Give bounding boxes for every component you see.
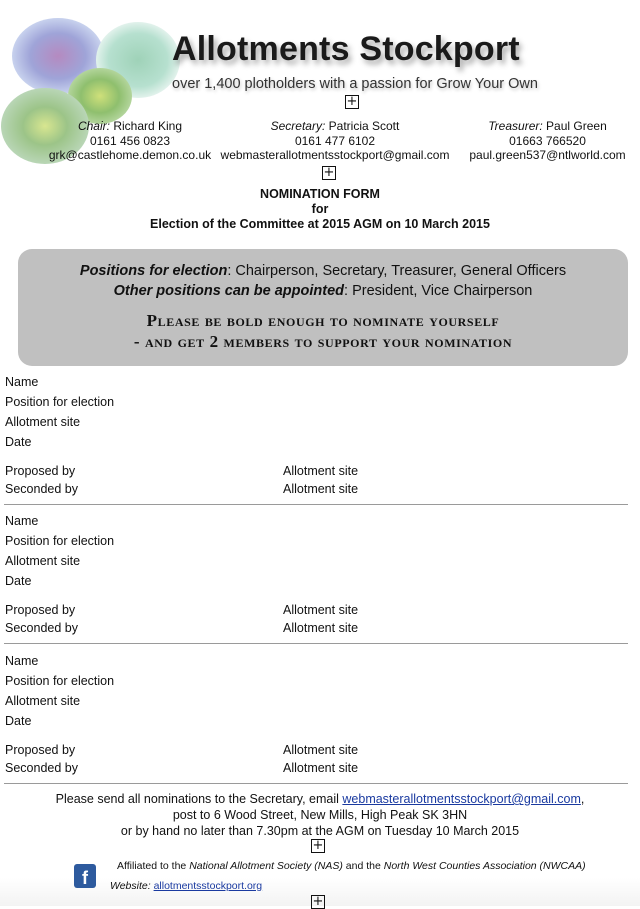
positions-for-election <box>18 261 628 281</box>
positions-label: Positions for election <box>79 263 228 279</box>
supporters-block-2 <box>5 601 78 637</box>
submission-instructions <box>0 791 640 839</box>
supporter-sites-block-3 <box>283 741 358 777</box>
name-field-label: Name <box>5 514 39 528</box>
officer-phone: 0161 477 6102 <box>294 133 376 148</box>
other-positions <box>18 281 628 301</box>
image-placeholder-icon: + <box>346 94 358 109</box>
form-heading-for: for <box>311 202 329 216</box>
form-heading-title: NOMINATION FORM <box>260 187 380 201</box>
officer-role: Treasurer: <box>488 119 543 133</box>
officer-phone: 01663 766520 <box>509 133 586 148</box>
section-divider <box>4 643 628 644</box>
officer-email[interactable]: webmasterallotmentsstockport@gmail.com <box>220 148 450 162</box>
affil-nas: National Allotment Society (NAS) <box>189 860 343 872</box>
name-field-label: Name <box>5 654 39 668</box>
officer-name: Richard King <box>113 119 183 133</box>
officer-secretary <box>215 119 455 163</box>
send-text: Please send all nominations to the Secretary, email <box>55 792 343 806</box>
proposed-by-label: Proposed by <box>5 603 76 617</box>
positions-value: : Chairperson, Secretary, Treasurer, General Officers <box>227 263 567 279</box>
section-divider <box>4 504 628 505</box>
proposed-by-label: Proposed by <box>5 464 76 478</box>
other-positions-label: Other positions can be appointed <box>113 283 345 299</box>
date-field-label: Date <box>5 714 32 728</box>
site-tagline: over 1,400 plotholders with a passion for Grow Your Own <box>172 76 538 92</box>
appeal-line-2: - and get 2 members to support your nomination <box>133 332 513 351</box>
nomination-block-3 <box>5 651 114 731</box>
allotment-site-field-label: Allotment site <box>5 554 81 568</box>
officer-name: Patricia Scott <box>328 119 400 133</box>
website-link[interactable]: allotmentsstockport.org <box>153 880 263 892</box>
seconded-by-label: Seconded by <box>5 621 78 635</box>
positions-info-box <box>18 249 628 366</box>
site-title: Allotments Stockport <box>172 30 520 68</box>
image-placeholder-icon: + <box>312 838 324 853</box>
officer-role: Secretary: <box>270 119 326 133</box>
nomination-block-1 <box>5 372 114 452</box>
supporter-sites-block-2 <box>283 601 358 637</box>
section-divider <box>4 783 628 784</box>
supporter-sites-block-1 <box>283 462 358 498</box>
form-heading <box>0 187 640 232</box>
position-field-label: Position for election <box>5 395 115 409</box>
proposer-site-label: Allotment site <box>283 743 359 757</box>
affil-nwcaa: North West Counties Association (NWCAA) <box>383 860 586 872</box>
proposer-site-label: Allotment site <box>283 464 359 478</box>
website-line <box>110 880 262 892</box>
officer-phone: 0161 456 0823 <box>89 133 171 148</box>
seconder-site-label: Allotment site <box>283 621 359 635</box>
officer-email[interactable]: paul.green537@ntlworld.com <box>469 148 626 162</box>
affil-mid: and the <box>342 860 384 872</box>
website-label: Website: <box>110 880 154 892</box>
secretary-email-link[interactable]: webmasterallotmentsstockport@gmail.com <box>342 792 581 806</box>
seconder-site-label: Allotment site <box>283 482 359 496</box>
officer-role: Chair: <box>77 119 110 133</box>
seconded-by-label: Seconded by <box>5 482 78 496</box>
supporters-block-1 <box>5 462 78 498</box>
affiliation-text <box>117 860 586 872</box>
proposed-by-label: Proposed by <box>5 743 76 757</box>
officer-name: Paul Green <box>546 119 607 133</box>
supporters-block-3 <box>5 741 78 777</box>
officer-chair <box>40 119 220 163</box>
proposer-site-label: Allotment site <box>283 603 359 617</box>
hand-delivery-note: or by hand no later than 7.30pm at the AGM on Tuesday 10 March 2015 <box>120 824 520 838</box>
appeal-line-1: Please be bold enough to nominate yourself <box>146 311 500 330</box>
position-field-label: Position for election <box>5 534 115 548</box>
form-heading-subtitle: Election of the Committee at 2015 AGM on 10 March 2015 <box>150 217 490 231</box>
position-field-label: Position for election <box>5 674 115 688</box>
name-field-label: Name <box>5 375 39 389</box>
allotment-site-field-label: Allotment site <box>5 415 81 429</box>
officer-email[interactable]: grk@castlehome.demon.co.uk <box>48 148 212 162</box>
facebook-icon[interactable]: f <box>74 864 96 888</box>
date-field-label: Date <box>5 435 32 449</box>
post-address: post to 6 Wood Street, New Mills, High Peak SK 3HN <box>172 808 468 822</box>
allotment-site-field-label: Allotment site <box>5 694 81 708</box>
image-placeholder-icon: + <box>323 165 335 180</box>
seconder-site-label: Allotment site <box>283 761 359 775</box>
nomination-block-2 <box>5 511 114 591</box>
officer-treasurer <box>460 119 635 163</box>
send-suffix: , <box>580 792 585 806</box>
image-placeholder-icon: + <box>312 894 324 909</box>
seconded-by-label: Seconded by <box>5 761 78 775</box>
other-positions-value: : President, Vice Chairperson <box>344 283 533 299</box>
affil-prefix: Affiliated to the <box>117 860 190 872</box>
date-field-label: Date <box>5 574 32 588</box>
